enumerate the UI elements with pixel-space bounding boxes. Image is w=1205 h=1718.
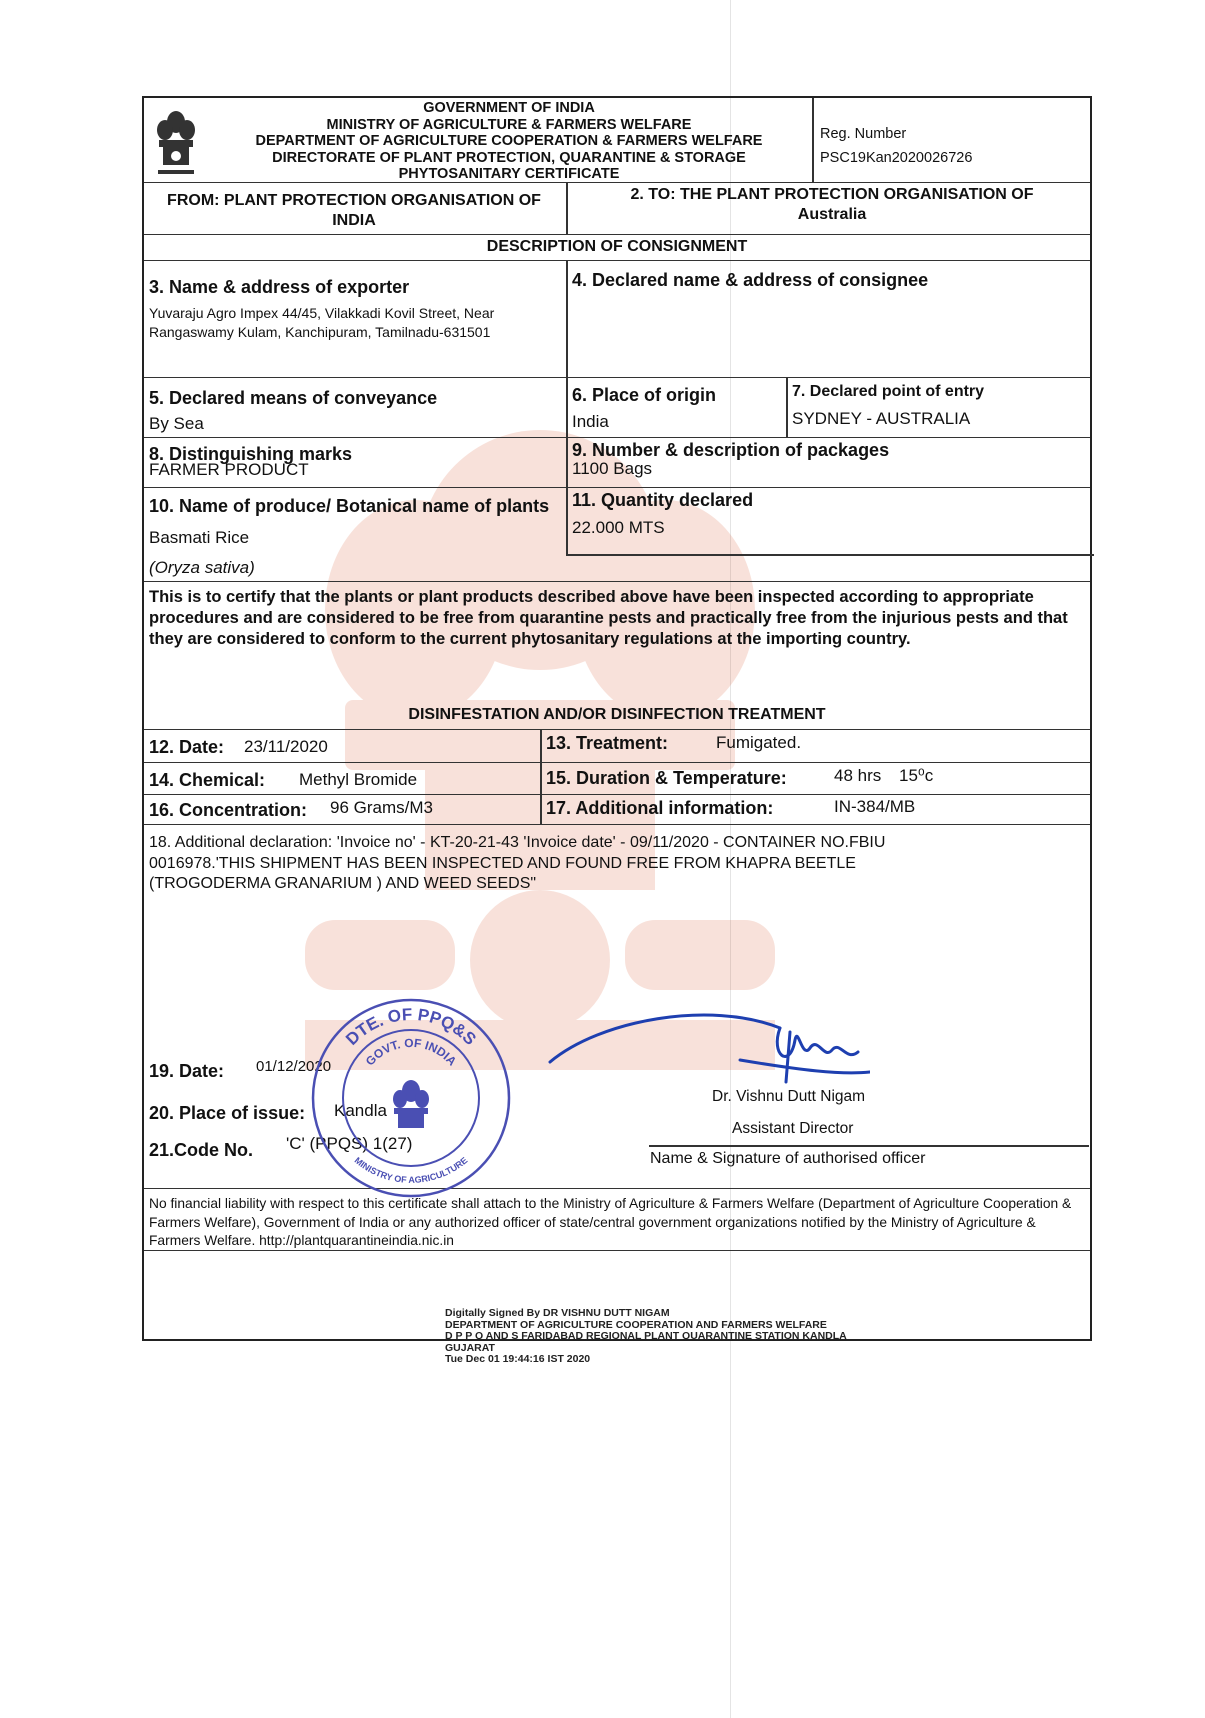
chemical-label: 14. Chemical:	[149, 770, 266, 790]
exporter-consignee-row	[144, 261, 1090, 378]
quantity-label: 11. Quantity declared	[572, 490, 754, 510]
concentration-info-row	[144, 795, 1090, 825]
conveyance-origin-entry-row	[144, 378, 1090, 438]
phytosanitary-certificate	[142, 96, 1092, 1341]
certification-statement: This is to certify that the plants or plant products described above have been inspected according to appropriate procedures and are considered to be free from quarantine pests and practically free from the injurious pests and that they are considered to conform to the current phytosanitary regulations at the importing country.	[149, 588, 1068, 648]
treatment-title: DISINFESTATION AND/OR DISINFECTION TREATMENT	[408, 706, 826, 723]
additional-info-label: 17. Additional information:	[546, 798, 774, 818]
digital-signature-line-1: Digitally Signed By DR VISHNU DUTT NIGAM	[445, 1307, 670, 1319]
digital-signature-block	[445, 1308, 847, 1366]
consignment-title: DESCRIPTION OF CONSIGNMENT	[486, 238, 748, 255]
from-organisation: FROM: PLANT PROTECTION ORGANISATION OF INDIA	[167, 192, 541, 229]
origin-label: 6. Place of origin	[572, 385, 717, 405]
produce-label: 10. Name of produce/ Botanical name of plants	[149, 496, 550, 516]
header-line-1: GOVERNMENT OF INDIA	[423, 100, 595, 116]
liability-note: No financial liability with respect to this certificate shall attach to the Ministry of Agriculture & Farmers Welfare (Department of Agriculture Cooperation & Farmers Welfare), Government of India or any authorized officer of state/central government organizations notified by the Ministry of Agriculture & Farmers Welfare. http://plantquarantineindia.nic.in	[149, 1196, 1072, 1248]
officer-name: Dr. Vishnu Dutt Nigam	[712, 1088, 866, 1105]
exporter-address-line-1: Yuvaraju Agro Impex 44/45, Vilakkadi Kovil Street, Near	[149, 305, 495, 321]
exporter-address-line-2: Rangaswamy Kulam, Kanchipuram, Tamilnadu-631501	[149, 324, 491, 340]
chemical-duration-row	[144, 763, 1090, 795]
entry-point-label: 7. Declared point of entry	[792, 383, 985, 400]
signature-line	[649, 1145, 1089, 1147]
origin-value: India	[572, 412, 609, 431]
issue-date-label: 19. Date:	[149, 1061, 225, 1081]
entry-point-value: SYDNEY - AUSTRALIA	[792, 409, 971, 428]
reg-number-label: Reg. Number	[820, 126, 907, 142]
digital-signature-timestamp: Tue Dec 01 19:44:16 IST 2020	[445, 1353, 591, 1365]
to-organisation: 2. TO: THE PLANT PROTECTION ORGANISATION OF Australia	[630, 186, 1034, 223]
code-number-label: 21.Code No.	[149, 1140, 254, 1160]
quantity-value: 22.000 MTS	[572, 518, 665, 537]
official-seal	[308, 995, 514, 1201]
treatment-date-label: 12. Date:	[149, 737, 225, 757]
digital-signature-line-2: DEPARTMENT OF AGRICULTURE COOPERATION AND FARMERS WELFARE	[445, 1318, 827, 1331]
place-of-issue-value: Kandla	[334, 1101, 387, 1120]
temperature-value: 15⁰c	[899, 766, 934, 785]
header-line-5: PHYTOSANITARY CERTIFICATE	[398, 166, 620, 182]
seal-inner-text: GOVT. OF INDIA	[362, 1035, 460, 1069]
treatment-label: 13. Treatment:	[546, 733, 669, 753]
consignment-section	[144, 235, 1090, 261]
concentration-value: 96 Grams/M3	[330, 798, 433, 817]
conveyance-value: By Sea	[149, 414, 204, 433]
officer-signature	[540, 1000, 870, 1090]
digital-signature-line-3: D P P Q AND S FARIDABAD REGIONAL PLANT QUARANTINE STATION KANDLA	[445, 1330, 847, 1342]
digital-signature-line-4: GUJARAT	[445, 1341, 495, 1354]
concentration-label: 16. Concentration:	[149, 800, 308, 820]
certification-section	[144, 582, 1090, 730]
marks-packages-row	[144, 438, 1090, 488]
treatment-date-value: 23/11/2020	[244, 737, 328, 756]
duration-label: 15. Duration & Temperature:	[546, 768, 787, 788]
additional-declaration: 18. Additional declaration: 'Invoice no' - KT-20-21-43 'Invoice date' - 09/11/2020 - CONTAINER NO.FBIU 0016978.'THIS SHIPMENT HAS BEEN INSPECTED AND FOUND FREE FROM KHAPRA BEETLE (TROGODERMA GRANARIUM ) AND WEED SEEDS"	[149, 834, 886, 892]
botanical-name: (Oryza sativa)	[149, 558, 255, 577]
header-line-2: MINISTRY OF AGRICULTURE & FARMERS WELFARE	[326, 116, 692, 133]
additional-info-value: IN-384/MB	[834, 797, 916, 816]
marks-value: FARMER PRODUCT	[149, 460, 309, 479]
seal-ministry-text: MINISTRY OF AGRICULTURE	[352, 1155, 470, 1185]
header-line-4: DIRECTORATE OF PLANT PROTECTION, QUARANTINE & STORAGE	[272, 149, 746, 166]
consignee-label: 4. Declared name & address of consignee	[572, 270, 929, 290]
seal-emblem-icon	[393, 1080, 429, 1128]
header-line-3: DEPARTMENT OF AGRICULTURE COOPERATION & FARMERS WELFARE	[255, 133, 763, 149]
liability-section	[144, 1189, 1090, 1251]
packages-value: 1100 Bags	[572, 459, 653, 478]
chemical-value: Methyl Bromide	[299, 770, 418, 789]
conveyance-label: 5. Declared means of conveyance	[149, 388, 438, 408]
date-treatment-row	[144, 730, 1090, 763]
signature-caption: Name & Signature of authorised officer	[650, 1150, 926, 1167]
officer-title: Assistant Director	[732, 1120, 854, 1137]
from-to-row	[144, 183, 1090, 235]
produce-quantity-row	[144, 488, 1090, 582]
exporter-label: 3. Name & address of exporter	[149, 277, 410, 297]
header-title	[204, 100, 814, 183]
produce-value: Basmati Rice	[149, 528, 250, 547]
certificate-header	[144, 98, 1090, 183]
packages-label: 9. Number & description of packages	[572, 440, 890, 460]
marks-label: 8. Distinguishing marks	[149, 444, 353, 464]
issue-date-value: 01/12/2020	[256, 1058, 332, 1075]
treatment-value: Fumigated.	[716, 733, 802, 752]
reg-number-value: PSC19Kan2020026726	[820, 150, 973, 166]
code-number-value: 'C' (PPQS) 1(27)	[286, 1134, 413, 1153]
duration-value: 48 hrs	[834, 766, 882, 785]
seal-outer-text: DTE. OF PPQ&S	[342, 1004, 480, 1049]
place-of-issue-label: 20. Place of issue:	[149, 1103, 306, 1123]
state-emblem-icon	[154, 104, 198, 184]
